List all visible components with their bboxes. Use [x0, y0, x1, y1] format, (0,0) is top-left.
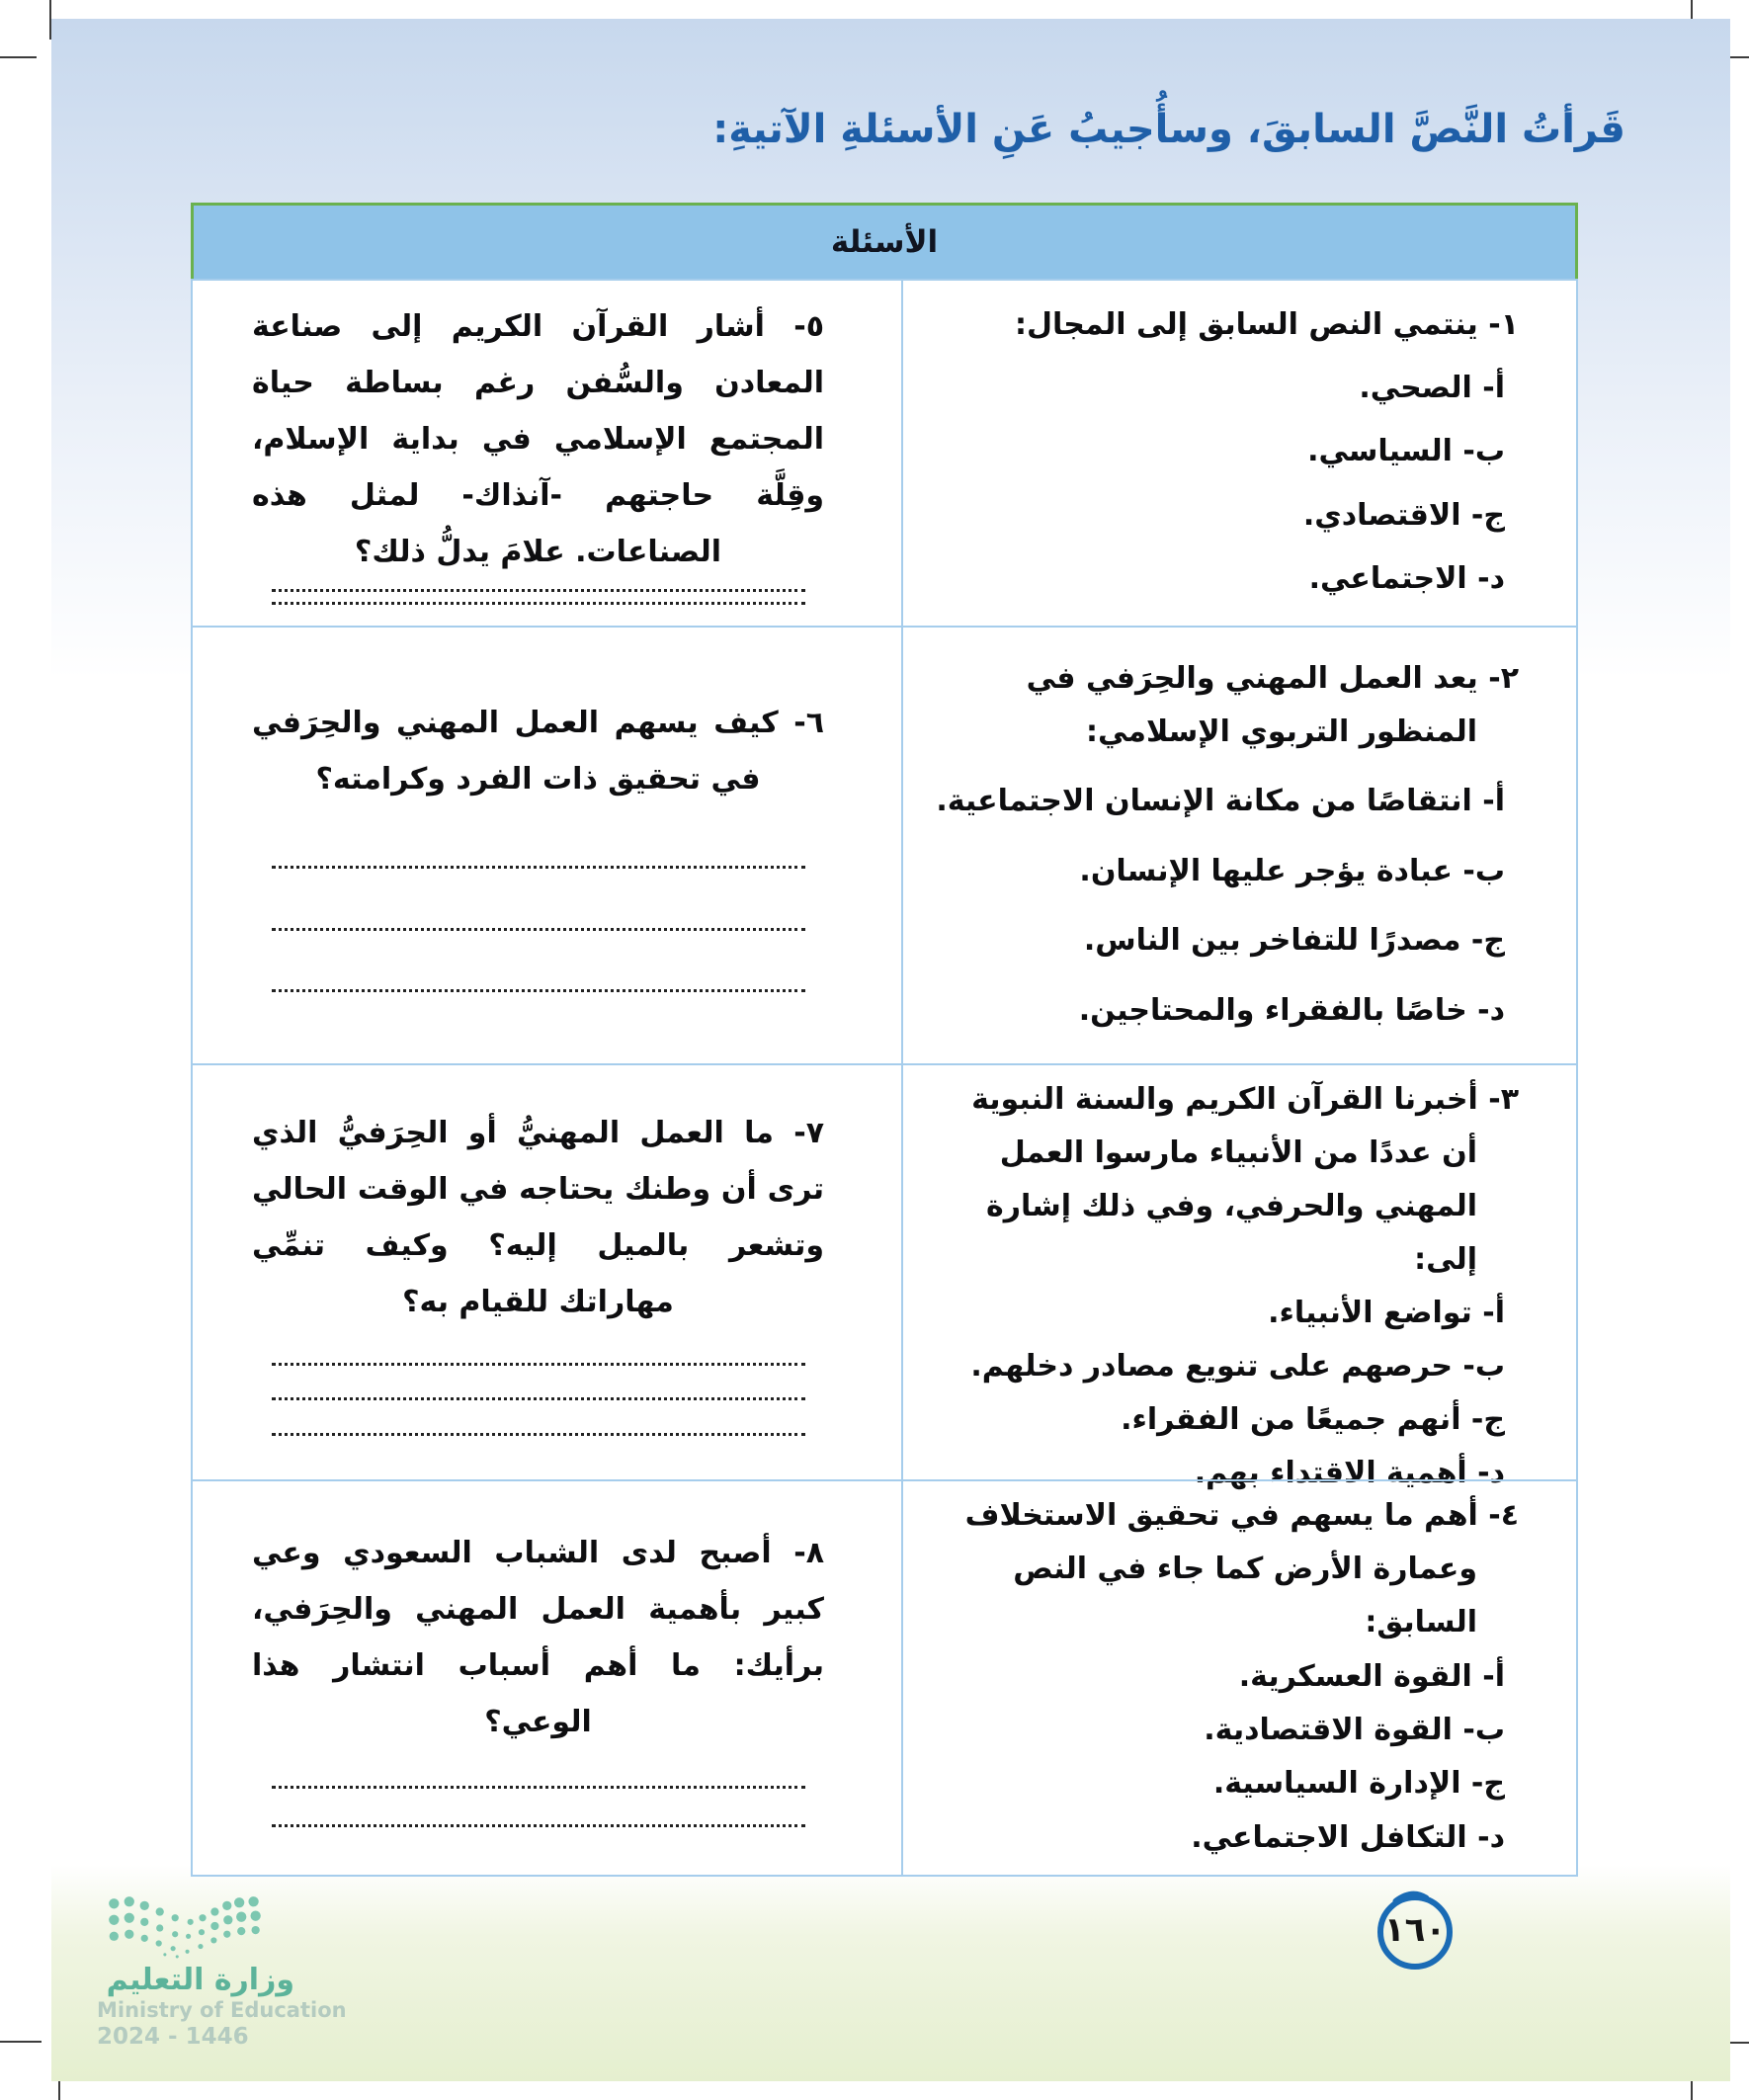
option-d: د- التكافل الاجتماعي. — [1191, 1819, 1505, 1855]
crop-mark-bottom-left-h — [0, 2041, 42, 2043]
question-cell-q7 — [193, 1063, 901, 1479]
page-number-badge — [1371, 1886, 1459, 1974]
question-cell-q3 — [901, 1063, 1576, 1490]
question-text: ٢- يعد العمل المهني والحِرَفي في المنظور التربوي الإسلامي: — [1026, 660, 1519, 749]
ministry-name-english: Ministry of Education — [97, 1998, 347, 2022]
ministry-name-arabic: وزارة التعليم — [106, 1963, 294, 1997]
answer-line — [272, 1824, 805, 1827]
option-a: أ- الصحي. — [1359, 371, 1505, 406]
crop-mark-top-left-h — [0, 56, 37, 58]
page-title: قَرأتُ النَّصَّ السابقَ، وسأُجيبُ عَنِ الأسئلةِ الآتيةِ: — [712, 107, 1625, 152]
ministry-logo-dots-icon — [104, 1894, 267, 1964]
option-a: أ- تواضع الأنبياء. — [1268, 1296, 1505, 1330]
questions-table — [191, 203, 1578, 1877]
question-cell-q4 — [901, 1479, 1576, 1875]
option-c: ج- الاقتصادي. — [1302, 497, 1505, 533]
option-d: د- أهمية الاقتداء بهم. — [1194, 1456, 1505, 1490]
answer-line — [272, 1433, 805, 1436]
option-b: ب- القوة الاقتصادية. — [1204, 1712, 1505, 1747]
option-b: ب- السياسي. — [1307, 434, 1505, 469]
question-text: ٨- أصبح لدى الشباب السعودي وعي كبير بأهمية العمل المهني والحِرَفي، برأيك: ما أهم أسباب انتشار هذا الوعي؟ — [252, 1536, 824, 1739]
answer-line — [272, 989, 805, 992]
question-cell-q8 — [193, 1479, 901, 1875]
answer-line — [272, 602, 805, 605]
option-b: ب- حرصهم على تنويع مصادر دخلهم. — [970, 1349, 1505, 1384]
answer-line — [272, 866, 805, 869]
question-text: ٧- ما العمل المهنيُّ أو الحِرَفيُّ الذي ترى أن وطنك يحتاجه في الوقت الحالي وتشعر بالميل إليه؟ وكيف تنمِّي مهاراتك للقيام به؟ — [252, 1116, 824, 1320]
question-cell-q2 — [901, 626, 1576, 1063]
option-a: أ- القوة العسكرية. — [1238, 1658, 1505, 1694]
page-number: ١٦٠ — [1383, 1910, 1447, 1950]
answer-line — [272, 589, 805, 592]
option-c: ج- الإدارة السياسية. — [1212, 1766, 1505, 1802]
question-text: ٦- كيف يسهم العمل المهني والحِرَفي في تحقيق ذات الفرد وكرامته؟ — [252, 705, 824, 797]
answer-line — [272, 928, 805, 931]
question-text: ١- ينتمي النص السابق إلى المجال: — [1014, 307, 1519, 343]
table-body — [191, 279, 1578, 1877]
option-d: د- خاصًا بالفقراء والمحتاجين. — [1078, 992, 1505, 1028]
option-d: د- الاجتماعي. — [1308, 560, 1505, 596]
question-cell-q1 — [901, 281, 1576, 626]
question-cell-q5 — [193, 281, 901, 626]
answer-line — [272, 1397, 805, 1400]
question-text: ٥- أشار القرآن الكريم إلى صناعة المعادن والسُّفن رغم بساطة حياة المجتمع الإسلامي في بداية الإسلام، وقِلَّة حاجتهم -آنذاك- لمثل هذه الصناعات. علامَ يدلُّ ذلك؟ — [252, 308, 824, 569]
question-text: ٣- أخبرنا القرآن الكريم والسنة النبوية أن عددًا من الأنبياء مارسوا العمل المهني والحرفي، وفي ذلك إشارة إلى: — [971, 1082, 1519, 1277]
option-b: ب- عبادة يؤجر عليها الإنسان. — [1079, 853, 1505, 888]
table-header: الأسئلة — [191, 203, 1578, 279]
option-a: أ- انتقاصًا من مكانة الإنسان الاجتماعية. — [936, 784, 1505, 818]
option-c: ج- مصدرًا للتفاخر بين الناس. — [1083, 923, 1505, 958]
answer-line — [272, 1786, 805, 1789]
option-c: ج- أنهم جميعًا من الفقراء. — [1121, 1402, 1505, 1437]
edition-year: 2024 - 1446 — [97, 2024, 249, 2050]
question-cell-q6 — [193, 626, 901, 1063]
answer-line — [272, 1363, 805, 1366]
question-text: ٤- أهم ما يسهم في تحقيق الاستخلاف وعمارة الأرض كما جاء في النص السابق: — [964, 1498, 1519, 1640]
